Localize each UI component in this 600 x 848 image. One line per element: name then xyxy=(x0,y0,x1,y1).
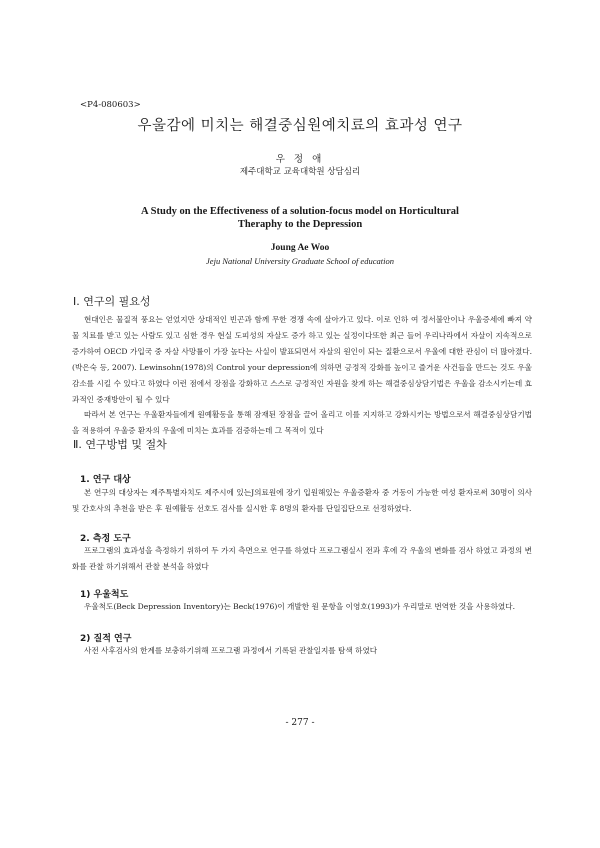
author-name-korean: 우 정 애 xyxy=(275,154,325,165)
affiliation-english: Jeju National University Graduate School of education xyxy=(206,256,394,266)
item-1-heading: 1) 우울척도 xyxy=(80,590,129,600)
section-1-body xyxy=(72,312,532,439)
affiliation-korean: 제주대학교 교육대학원 상담심리 xyxy=(239,167,361,177)
author-name-english: Joung Ae Woo xyxy=(270,243,330,253)
section-1-paragraph-1: 현대인은 물질적 풍요는 얻었지만 상대적인 빈곤과 함께 무한 경쟁 속에 살아가고 있다. 이로 인하 여 정서불안이나 우울증세에 빠져 약물 치료를 받고 있는 사람도 있고 심한 경우 현실 도피성의 자살도 증가 하고 있는 실정이다또한 최근 들어 우리나라에서 자살이 지속적으로 증가하여 OECD 가입국 중 자살 사망률이 가장 높다는 사실이 발표되면서 자살의 원인이 되는 질환으로서 우울에 대한 관심이 더 많아졌다.(박은숙 등, 2007). Lewinsohn(1978)의 Control your depression에 의하면 긍정적 강화를 높이고 즐거운 사건들을 만드는 것도 우울감소를 시킬 수 있다고 하였다 이런 점에서 장점을 강화하고 스스로 긍정적인 자원을 찾게 하는 해결중심상담기법은 우울을 감소시키는데 효과적인 중재방안이 될 수 있다 xyxy=(72,315,532,404)
section-1-paragraph-2: 따라서 본 연구는 우울환자들에게 원예활동을 통해 잠재된 장점을 끌어 올리고 이를 지지하고 강화시키는 방법으로서 해결중심상담기법을 적용하여 우울증 환자의 우울에 미치는 효과를 검증하는데 그 목적이 있다 xyxy=(72,410,532,436)
section-1-heading: Ⅰ. 연구의 필요성 xyxy=(73,295,151,308)
paper-code: <P4-080603> xyxy=(80,100,141,110)
section-2-heading: Ⅱ. 연구방법 및 절차 xyxy=(73,438,167,451)
subsection-2-text: 프로그램의 효과성을 측정하기 위하여 두 가지 측면으로 연구를 하였다 프로그램실시 전과 후에 각 우울의 변화를 검사 하였고 과정의 변화를 관찰 하기위해서 관찰 분석을 하였다 xyxy=(72,546,532,571)
item-1-text: 우울척도(Beck Depression Inventory)는 Beck(1976)이 개발한 원 문항을 이영호(1993)가 우리말로 번역한 것을 사용하였다. xyxy=(84,602,516,611)
page-number: - 277 - xyxy=(285,718,315,728)
subsection-1-heading: 1. 연구 대상 xyxy=(80,475,131,485)
subsection-2-heading: 2. 측정 도구 xyxy=(80,534,131,544)
title-korean: 우울감에 미치는 해결중심원예치료의 효과성 연구 xyxy=(137,118,463,134)
item-2-text: 사전 사후검사의 한계를 보충하기위해 프로그램 과정에서 기록된 관찰일지를 탐색 하였다 xyxy=(84,646,378,655)
subsection-1-body xyxy=(72,485,532,517)
subsection-1-text: 본 연구의 대상자는 제주특별자치도 제주시에 있는J의료원에 장기 입원해있는 우울증환자 중 거동이 가능한 여성 환자로써 30명이 의사 및 간호사의 추천을 받은 후 원예활동 선호도 검사를 실시한 후 8명의 환자를 단일집단으로 선정하였다. xyxy=(72,488,532,513)
item-2-body xyxy=(72,643,532,659)
subsection-2-body xyxy=(72,543,532,575)
item-2-heading: 2) 질적 연구 xyxy=(80,634,132,644)
title-english: A Study on the Effectiveness of a solution-focus model on Horticultural Theraphy to the Depression xyxy=(141,206,459,230)
item-1-body xyxy=(72,599,532,615)
